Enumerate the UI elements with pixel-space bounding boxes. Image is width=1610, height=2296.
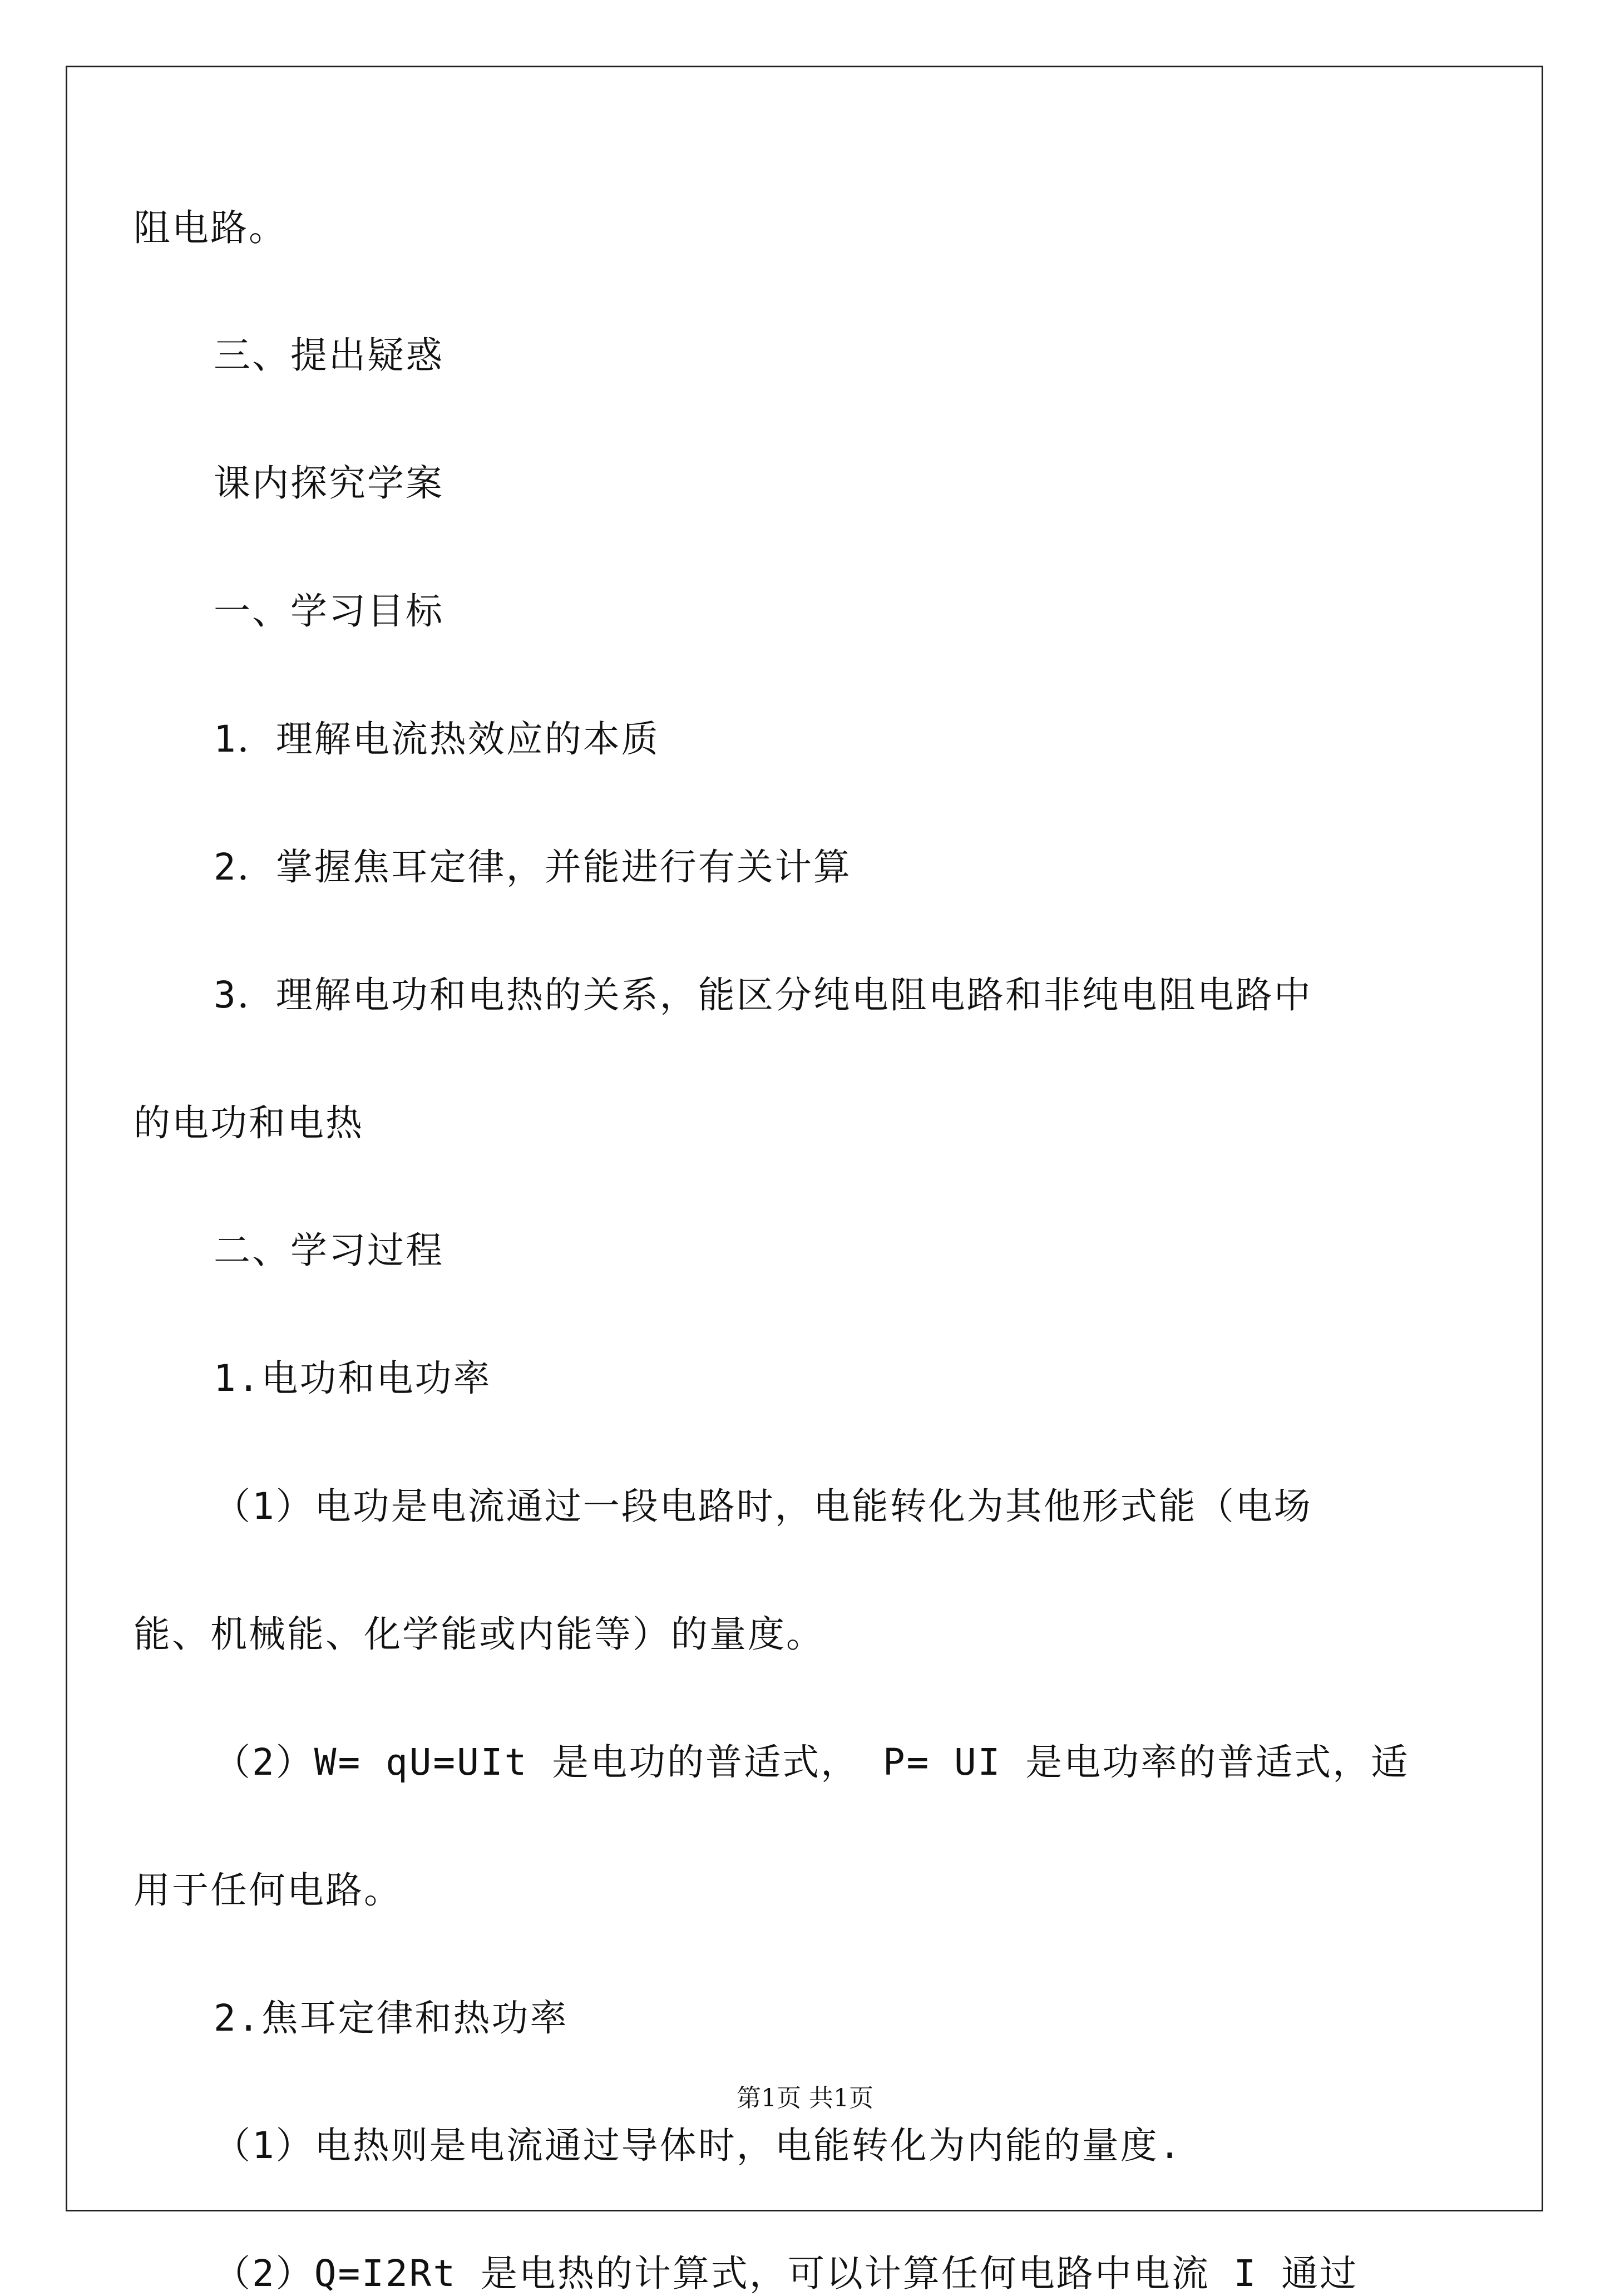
section-heading: 三、提出疑惑 — [214, 334, 444, 377]
text-line: （2）W= qU=UIt 是电功的普适式， P= UI 是电功率的普适式，适 — [214, 1741, 1410, 1784]
text-line: 阻电路。 — [134, 206, 287, 249]
text-line: 3．理解电功和电热的关系，能区分纯电阻电路和非纯电阻电路中 — [214, 974, 1312, 1016]
text-line: 2.焦耳定律和热功率 — [214, 1997, 569, 2040]
text-line: 能、机械能、化学能或内能等）的量度。 — [134, 1613, 824, 1656]
text-line: （1）电热则是电流通过导体时，电能转化为内能的量度. — [214, 2124, 1183, 2167]
text-line: 1．理解电流热效应的本质 — [214, 718, 660, 761]
text-line: （1）电功是电流通过一段电路时，电能转化为其他形式能（电场 — [214, 1485, 1312, 1528]
text-line: 2．掌握焦耳定律，并能进行有关计算 — [214, 846, 852, 888]
page-number-footer: 第1页 共1页 — [737, 2084, 873, 2112]
text-line: （2）Q=I2Rt 是电热的计算式，可以计算任何电路中电流 I 通过 — [214, 2252, 1359, 2295]
text-line: 1.电功和电功率 — [214, 1357, 492, 1400]
text-line: 用于任何电路。 — [134, 1869, 402, 1912]
text-line: 的电功和电热 — [134, 1102, 364, 1144]
section-heading: 二、学习过程 — [214, 1229, 444, 1272]
section-heading: 一、学习目标 — [214, 590, 444, 633]
section-heading: 课内探究学案 — [214, 462, 444, 505]
